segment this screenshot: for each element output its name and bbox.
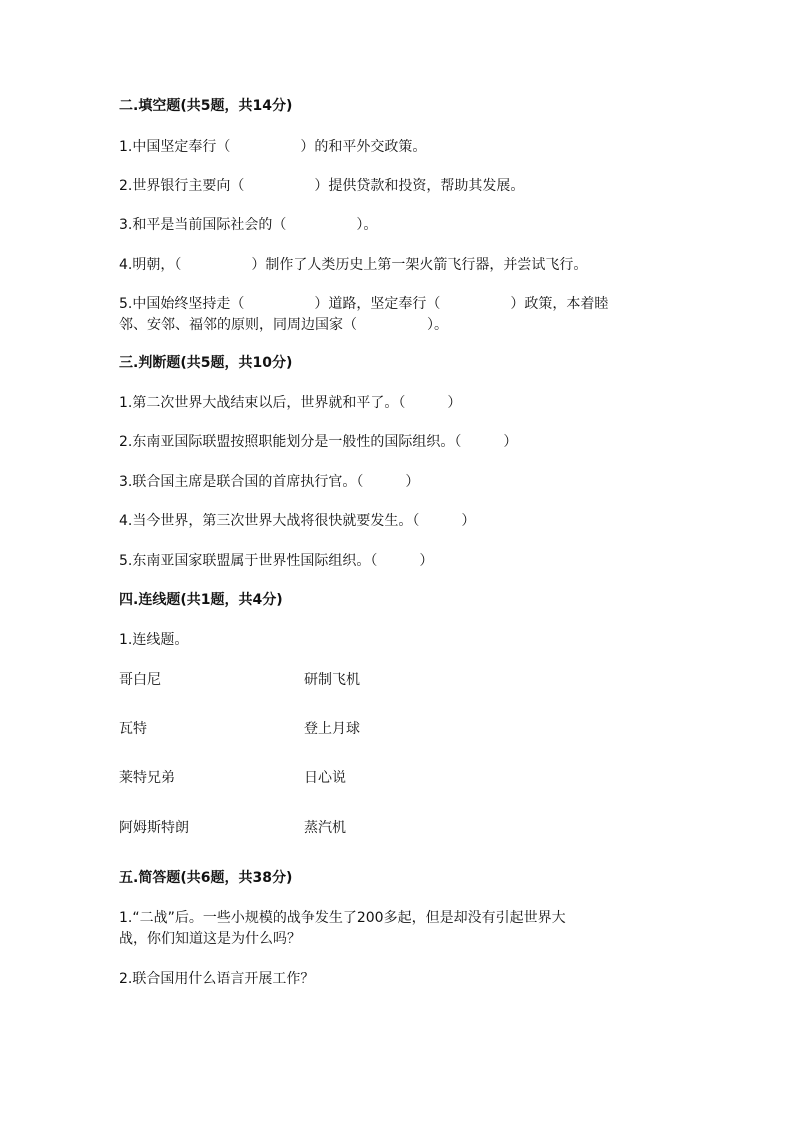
section-heading-match: 四.连线题(共1题，共4分): [119, 592, 283, 608]
judge-question-2: 2.东南亚国际联盟按照职能划分是一般性的国际组织。（ ）: [119, 434, 518, 450]
match-right-item: 研制飞机: [304, 672, 360, 688]
section-heading-short: 五.简答题(共6题，共38分): [119, 870, 293, 886]
judge-question-5: 5.东南亚国家联盟属于世界性国际组织。（ ）: [119, 553, 434, 569]
short-question-1-line-2: 战，你们知道这是为什么吗？: [119, 931, 301, 947]
match-right-item: 蒸汽机: [304, 820, 346, 836]
match-right-item: 日心说: [304, 770, 346, 786]
match-left-item: 阿姆斯特朗: [119, 820, 189, 836]
fill-question-5-line-2: 邻、安邻、福邻的原则，同周边国家（ ）。: [119, 317, 448, 333]
judge-question-3: 3.联合国主席是联合国的首席执行官。（ ）: [119, 474, 420, 490]
fill-question-5-line-1: 5.中国始终坚持走（ ）道路，坚定奉行（ ）政策，本着睦: [119, 296, 609, 312]
match-question-1: 1.连线题。: [119, 632, 189, 648]
judge-question-4: 4.当今世界，第三次世界大战将很快就要发生。（ ）: [119, 513, 476, 529]
match-left-item: 瓦特: [119, 721, 147, 737]
short-question-2: 2.联合国用什么语言开展工作？: [119, 971, 315, 987]
short-question-1-line-1: 1.“二战”后。一些小规模的战争发生了200多起，但是却没有引起世界大: [119, 910, 566, 926]
match-left-item: 哥白尼: [119, 672, 161, 688]
match-left-item: 莱特兄弟: [119, 770, 175, 786]
judge-question-1: 1.第二次世界大战结束以后，世界就和平了。（ ）: [119, 395, 462, 411]
section-heading-judge: 三.判断题(共5题，共10分): [119, 355, 293, 371]
match-right-item: 登上月球: [304, 721, 360, 737]
fill-question-4: 4.明朝，（ ）制作了人类历史上第一架火箭飞行器，并尝试飞行。: [119, 257, 588, 273]
fill-question-3: 3.和平是当前国际社会的（ ）。: [119, 217, 378, 233]
fill-question-1: 1.中国坚定奉行（ ）的和平外交政策。: [119, 139, 427, 155]
fill-question-2: 2.世界银行主要向（ ）提供贷款和投资，帮助其发展。: [119, 178, 525, 194]
section-heading-fill: 二.填空题(共5题，共14分): [119, 98, 293, 114]
